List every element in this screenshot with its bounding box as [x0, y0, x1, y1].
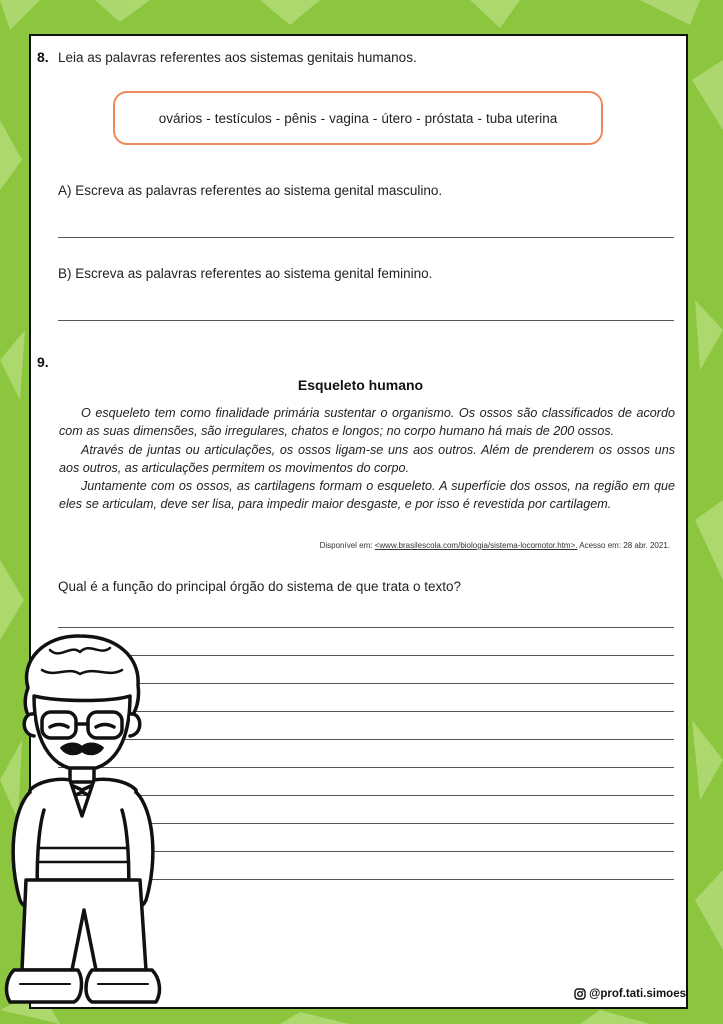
word-prostata: próstata — [424, 110, 474, 126]
question-8-part-b: B) Escreva as palavras referentes ao sistema genital feminino. — [58, 266, 433, 281]
question-8-number: 8. — [37, 49, 49, 65]
answer-line-9[interactable] — [58, 627, 674, 628]
instagram-icon — [574, 988, 586, 1000]
word-utero: útero — [381, 110, 413, 126]
word-separator: - — [206, 110, 211, 126]
word-bank-box — [113, 91, 603, 145]
word-separator: - — [320, 110, 326, 126]
answer-line-b[interactable] — [58, 320, 674, 321]
source-link[interactable]: <www.brasilescola.com/biologia/sistema-locomotor.htm>. — [374, 541, 578, 550]
question-9-prompt: Qual é a função do principal órgão do sistema de que trata o texto? — [58, 579, 462, 594]
word-separator: - — [275, 110, 281, 126]
word-vagina: vagina — [329, 110, 369, 126]
question-8-prompt: Leia as palavras referentes aos sistemas genitais humanos. — [58, 50, 417, 65]
word-separator: - — [477, 110, 482, 126]
word-ovarios: ovários — [158, 110, 203, 126]
question-8-part-a: A) Escreva as palavras referentes ao sistema genital masculino. — [58, 183, 443, 198]
source-citation — [320, 541, 670, 550]
answer-line-a[interactable] — [58, 237, 674, 238]
question-9-number: 9. — [37, 354, 49, 370]
author-credit — [574, 988, 686, 1000]
article-paragraph: Juntamente com os ossos, as cartilagens formam o esqueleto. A superfície dos ossos, na região em que eles se articulam, deve ser lisa, para impedir maior desgaste, e por isso é revestida por cartilagem. — [59, 479, 675, 512]
article-paragraph: O esqueleto tem como finalidade primária sustentar o organismo. Os ossos são classificados de acordo com as suas dimensões, são irregulares, chatos e longos; no corpo humano há mais de 200 ossos. — [59, 406, 675, 439]
source-prefix: Disponível em: — [319, 541, 375, 550]
word-tuba-uterina: tuba uterina — [485, 110, 558, 126]
source-suffix: Acesso em: 28 abr. 2021. — [577, 541, 670, 550]
text-title: Esqueleto humano — [297, 377, 424, 393]
article-paragraph: Através de juntas ou articulações, os ossos ligam-se uns aos outros. Além de prenderem os ossos uns aos outros, as articulações permitem os movimentos do corpo. — [59, 442, 675, 475]
word-separator: - — [372, 110, 378, 126]
word-penis: pênis — [284, 110, 317, 126]
author-handle: @prof.tati.simoes — [589, 988, 686, 1000]
word-separator: - — [416, 110, 421, 126]
word-testiculos: testículos — [214, 110, 272, 126]
teacher-illustration — [0, 630, 170, 1024]
article-text — [59, 404, 675, 514]
